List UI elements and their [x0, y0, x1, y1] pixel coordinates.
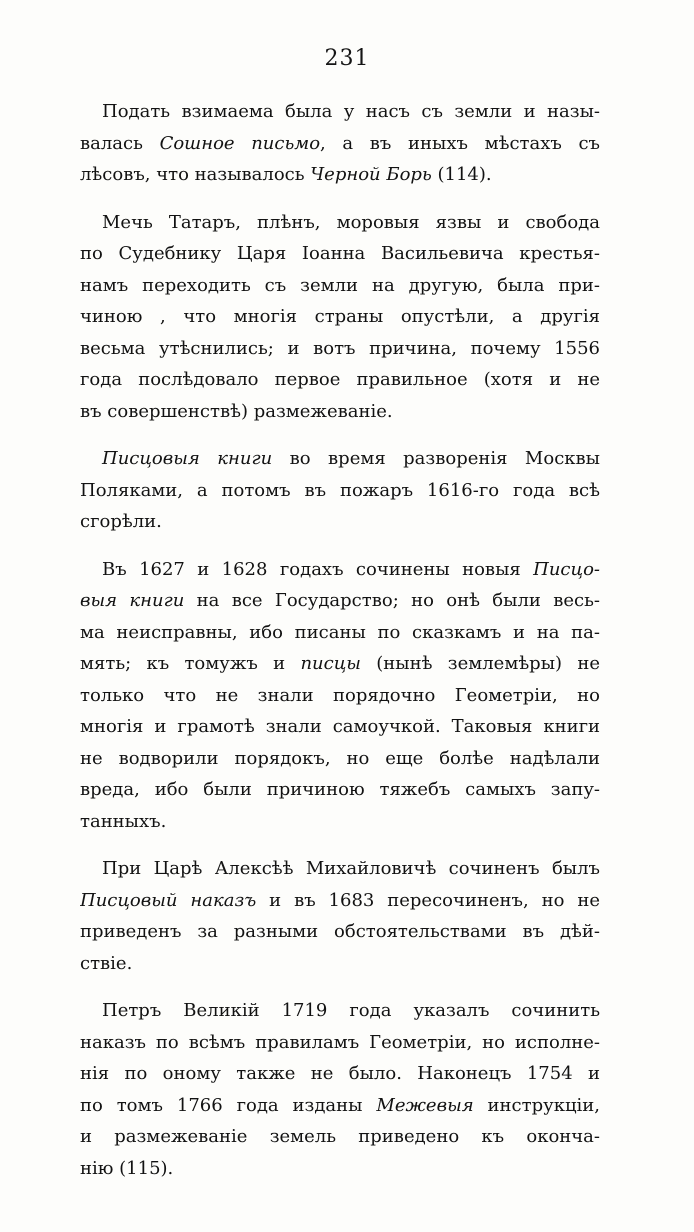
italic-text: Писцо- — [533, 558, 600, 580]
paragraph — [80, 995, 600, 1184]
text-line — [80, 743, 600, 775]
text-segment: валась — [80, 132, 160, 154]
text-line — [80, 128, 600, 160]
text-line — [80, 506, 600, 538]
text-segment: лѣсовъ, что называлось — [80, 164, 311, 185]
text-line — [80, 96, 600, 128]
text-segment: въ совершенствѣ) размежеваніе. — [80, 400, 393, 422]
text-segment: ствіе. — [80, 952, 133, 974]
text-segment: Мечь Татаръ, плѣнъ, моровыя язвы и свобода — [102, 211, 600, 233]
text-segment: , а въ иныхъ мѣстахъ съ — [320, 132, 600, 154]
text-line — [80, 159, 600, 191]
text-line — [80, 1090, 600, 1122]
italic-text: Писцовыя книги — [102, 448, 273, 469]
text-line — [80, 238, 600, 270]
text-segment: мять; къ томужъ и — [80, 653, 301, 674]
text-segment: При Царѣ Алексѣѣ Михайловичѣ сочиненъ былъ — [102, 858, 600, 879]
text-segment: и размежеваніе земель приведено къ оконча- — [80, 1126, 600, 1147]
italic-text: Черной Борь — [310, 164, 432, 185]
text-segment: Въ 1627 и 1628 годахъ сочинены новыя — [102, 558, 534, 580]
text-line — [80, 648, 600, 680]
text-segment: инструкціи, — [473, 1094, 600, 1116]
text-segment: весьма утѣснились; и вотъ причина, почему 1556 — [80, 337, 600, 359]
italic-text: выя книги — [80, 590, 185, 611]
text-line — [80, 711, 600, 743]
text-line — [80, 1027, 600, 1059]
text-segment: во время разворенія Москвы — [272, 448, 600, 469]
text-segment: (114). — [431, 164, 492, 185]
italic-text: Сошное письмо — [159, 132, 321, 154]
text-segment: намъ переходить съ земли на другую, была при- — [80, 274, 600, 296]
text-line — [80, 1153, 600, 1185]
text-segment: приведенъ за разными обстоятельствами въ дѣй- — [80, 921, 600, 942]
text-segment: на все Государство; но онѣ были весь- — [184, 590, 600, 611]
text-segment: чиною , что многія страны опустѣли, а другія — [80, 306, 600, 327]
text-segment: не водворили порядокъ, но еще болѣе надѣлали — [80, 747, 600, 769]
text-line — [80, 364, 600, 396]
text-segment: Поляками, а потомъ въ пожаръ 1616-го года всѣ — [80, 479, 600, 501]
text-line — [80, 396, 600, 428]
text-line — [80, 948, 600, 980]
paragraph — [80, 207, 600, 428]
text-line — [80, 585, 600, 617]
italic-text: Межевыя — [376, 1094, 474, 1116]
text-segment: года послѣдовало первое правильное (хотя и не — [80, 369, 600, 390]
text-line — [80, 1121, 600, 1153]
text-line — [80, 617, 600, 649]
text-segment: по томъ 1766 года изданы — [80, 1094, 377, 1116]
text-segment: по Судебнику Царя Іоанна Васильевича крестья- — [80, 243, 600, 264]
page-number: 231 — [324, 46, 370, 71]
text-segment: Подать взимаема была у насъ съ земли и назы- — [102, 101, 600, 122]
text-line — [80, 475, 600, 507]
text-line — [80, 301, 600, 333]
text-line — [80, 443, 600, 475]
text-line — [80, 995, 600, 1027]
text-segment: ма неисправны, ибо писаны по сказкамъ и на па- — [80, 621, 600, 643]
text-segment: вреда, ибо были причиною тяжебъ самыхъ запу- — [80, 779, 600, 800]
paragraph — [80, 96, 600, 191]
text-line — [80, 333, 600, 365]
body-text — [80, 96, 600, 1200]
text-line — [80, 680, 600, 712]
text-segment: и въ 1683 пересочиненъ, но не — [256, 889, 600, 911]
italic-text: Писцовый наказъ — [80, 889, 257, 911]
text-line — [80, 774, 600, 806]
text-line — [80, 806, 600, 838]
text-line — [80, 1058, 600, 1090]
text-line — [80, 554, 600, 586]
text-line — [80, 207, 600, 239]
text-line — [80, 885, 600, 917]
paragraph — [80, 443, 600, 538]
paragraph — [80, 853, 600, 979]
italic-text: писцы — [300, 653, 361, 674]
text-segment: сгорѣли. — [80, 511, 162, 532]
text-line — [80, 853, 600, 885]
text-segment: (нынѣ землемѣры) не — [360, 653, 600, 674]
text-line — [80, 270, 600, 302]
text-segment: танныхъ. — [80, 810, 167, 832]
text-segment: наказъ по всѣмъ правиламъ Геометріи, но исполне- — [80, 1031, 600, 1053]
paragraph — [80, 554, 600, 838]
text-segment: Петръ Великій 1719 года указалъ сочинить — [102, 1000, 600, 1021]
text-segment: только что не знали порядочно Геометріи, но — [80, 684, 600, 706]
text-segment: нія по оному также не было. Наконецъ 1754 и — [80, 1063, 600, 1084]
text-line — [80, 916, 600, 948]
text-segment: нію (115). — [80, 1157, 174, 1179]
text-segment: многія и грамотѣ знали самоучкой. Таковыя книги — [80, 716, 600, 737]
